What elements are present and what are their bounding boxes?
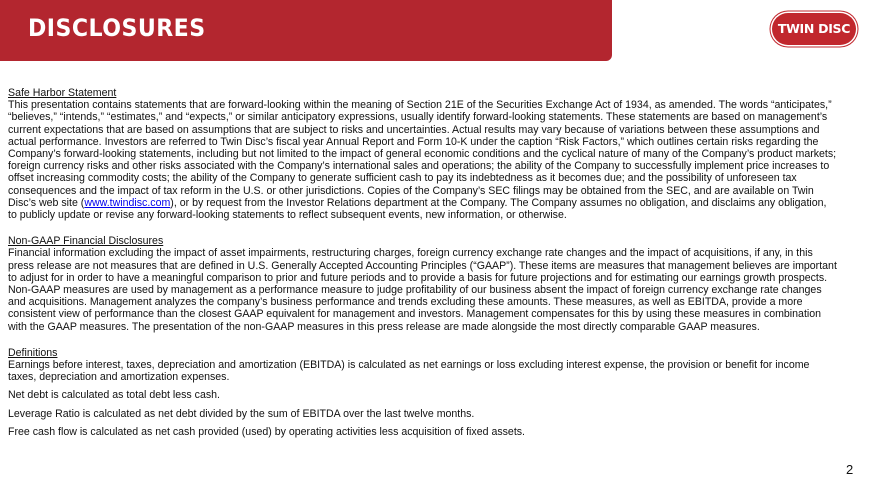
logo-text: TWIN DISC <box>777 21 851 36</box>
definitions-heading: Definitions <box>8 346 58 359</box>
safe-harbor-text-2: ), or by request from the Investor Relations department at the Company. The Company assumes no obligation, and disclaims any obligation, to publicly update or revise any forward-looking statements to reflect subsequent events, new information, or otherwise. <box>8 196 827 222</box>
header-banner <box>0 0 612 61</box>
definition-free-cash-flow: Free cash flow is calculated as net cash provided (used) by operating activities less acquisition of fixed assets. <box>8 425 525 438</box>
non-gaap-heading: Non-GAAP Financial Disclosures <box>8 235 164 248</box>
page-title: DISCLOSURES <box>28 14 206 42</box>
definition-net-debt: Net debt is calculated as total debt less cash. <box>8 389 220 402</box>
section-spacer <box>8 221 838 235</box>
section-spacer <box>8 333 838 347</box>
disclosures-body <box>8 87 838 438</box>
twin-disc-logo <box>772 13 856 45</box>
twindisc-website-link[interactable]: www.twindisc.com <box>84 196 171 209</box>
definition-leverage-ratio: Leverage Ratio is calculated as net debt divided by the sum of EBITDA over the last twelve months. <box>8 407 475 420</box>
safe-harbor-text-1: This presentation contains statements that are forward-looking within the meaning of Section 21E of the Securities Exchange Act of 1934, as amended. The words “anticipates,” “believes,” “intends,” “estimates,” and “expects,” or similar anticipatory expressions, usually identify forward-looking statements. These statements are based on management’s current expectations that are based on assumptions that are subject to risks and uncertainties. Actual results may vary because of variations between these assumptions and actual performance. Investors are referred to Twin Disc’s fiscal year Annual Report and Form 10-K under the caption “Risk Factors,” which outlines certain risks regarding the Company’s forward-looking statements, including but not limited to the impact of general economic conditions and the cyclical nature of many of the Company’s product markets; foreign currency risks and other risks associated with the Company’s international sales and operations; the ability of the Company to successfully implement price increases to offset increasing commodity costs; the ability of the Company to generate sufficient cash to pay its indebtedness as it becomes due; and the possibility of unforeseen tax consequences and the impact of tax reform in the U.S. or other jurisdictions. Copies of the Company’s SEC filings may be obtained from the SEC, and are available on Twin Disc’s web site ( <box>8 99 837 209</box>
non-gaap-paragraph: Financial information excluding the impact of asset impairments, restructuring charges, foreign currency exchange rate changes and the impact of acquisitions, if any, in this press release are not measures that are defined in U.S. Generally Accepted Accounting Principles (“GAAP”). These items are measures that management believes are important to adjust for in order to have a meaningful comparison to prior and future periods and to provide a basis for future projections and for estimating our earnings growth prospects. Non-GAAP measures are used by management as a performance measure to judge profitability of our business absent the impact of foreign currency exchange rate changes and acquisitions. Management analyzes the company’s business performance and trends excluding these amounts. These measures, as well as EBITDA, provide a more consistent view of performance than the closest GAAP equivalent for management and investors. Management compensates for this by using these measures in combination with the GAAP measures. The presentation of the non-GAAP measures in this press release are made alongside the most directly comparable GAAP measures. <box>8 247 837 333</box>
safe-harbor-heading: Safe Harbor Statement <box>8 87 117 99</box>
definition-ebitda: Earnings before interest, taxes, depreciation and amortization (EBITDA) is calculated as net earnings or loss excluding interest expense, the provision or benefit for income taxes, depreciation and amortization expenses. <box>8 359 810 384</box>
page-number: 2 <box>846 462 854 477</box>
safe-harbor-paragraph <box>8 99 838 221</box>
